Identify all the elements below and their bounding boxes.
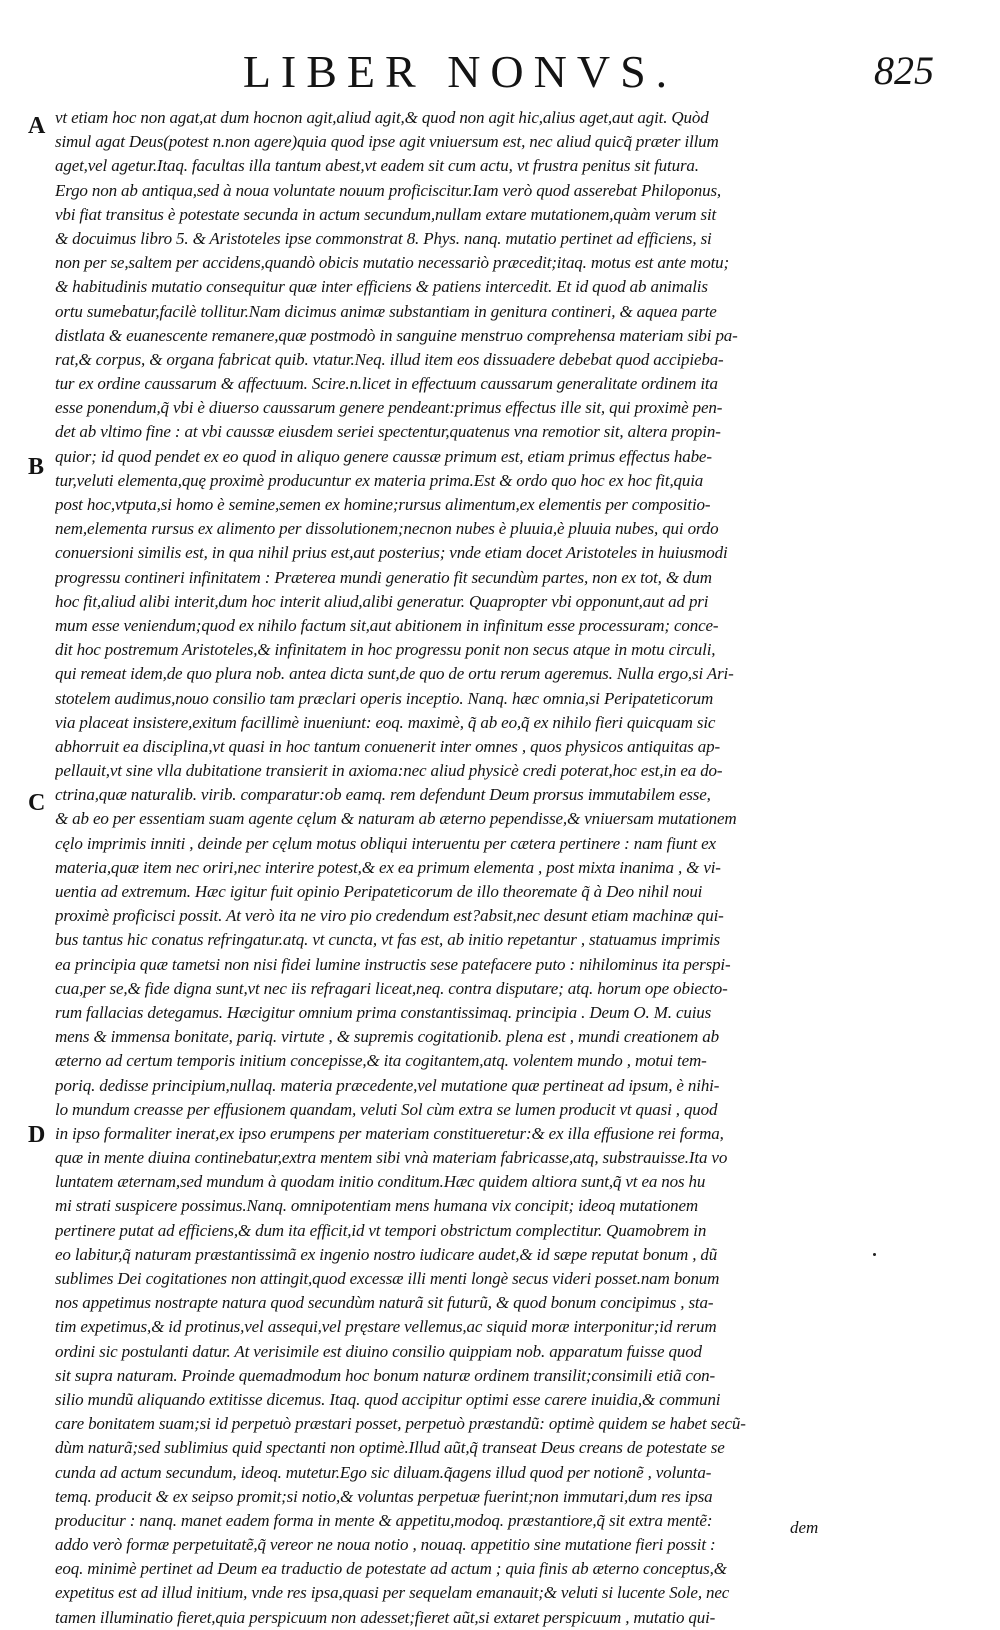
page-header	[0, 42, 1000, 102]
text-line: poriq. dedisse principium,nullaq. materia præcedente,vel mutatione quæ pertineat ad ipsum, è nihi-	[55, 1075, 720, 1095]
text-line: qui remeat idem,de quo plura nob. antea dicta sunt,de quo de ortu rerum ageremus. Nulla ergo,si Ari-	[55, 664, 734, 684]
text-line: simul agat Deus(potest n.non agere)quia quod ipse agit vniuersum est, nec aliud quicq̃ præter illum	[55, 132, 719, 152]
text-line: abhorruit ea disciplina,vt quasi in hoc tantum conuenerit inter omnes , quos physicos antiquitas ap-	[55, 736, 720, 756]
text-line: addo verò formæ perpetuitatẽ,q̃ vereor ne noua notio , nouaq. appetitio sine mutatione fieri possit :	[55, 1535, 716, 1555]
text-line: & habitudinis mutatio consequitur quæ inter efficiens & patiens intercedit. Et id quod ab animalis	[55, 277, 708, 297]
text-line: post hoc,vtputa,si homo è semine,semen ex homine;rursus alimentum,ex elementis per compositio-	[55, 495, 711, 514]
text-line: lo mundum creasse per effusionem quandam, veluti Sol cùm extra se lumen producit vt quasi , quod	[55, 1099, 718, 1119]
text-line: producitur : nanq. manet eadem forma in mente & appetitu,modoq. præstantiore,q̃ sit extra mentẽ:	[55, 1510, 713, 1530]
text-line: vbi fiat transitus è potestate secunda in actum secundum,nullam extare mutationem,quàm verum sit	[55, 204, 717, 224]
text-line: tim expetimus,& id protinus,vel assequi,vel pręstare vellemus,ac siquid moræ interponitur;id rerum	[55, 1317, 717, 1337]
margin-marker-d: D	[28, 1122, 46, 1148]
text-line: esse ponendum,q̃ vbi è diuerso caussarum genere pendeant:primus effectus ille sit, qui proximè pen-	[55, 398, 723, 418]
text-line: rum fallacias detegamus. Hæcigitur omnium prima constantissimaq. principia . Deum O. M. cuius	[55, 1002, 712, 1022]
text-line: ea principia quæ tametsi non nisi fidei lumine instructis sese patefacere puto : nihilominus ita perspi-	[55, 954, 731, 974]
text-line: cęlo imprimis inniti , deinde per cęlum motus obliqui interuentu per cætera pertinere : nam fiunt ex	[55, 833, 716, 853]
text-line: ortu sumebatur,facilè tollitur.Nam dicimus animæ substantiam in genitura contineri, & aquea parte	[55, 301, 717, 321]
text-line: eo labitur,q̃ naturam præstantissimã ex ingenio nostro iudicare audet,& id sæpe reputat bonum , dũ	[55, 1244, 718, 1264]
text-line: temq. producit & ex seipso promit;si notio,& voluntas perpetuæ fuerint;non immutari,dum res ipsa	[55, 1486, 713, 1506]
text-line: quæ in mente diuina continebatur,extra mentem sibi vnà materiam fabricasse,atq, substrauisse.Ita vo	[55, 1148, 728, 1168]
text-line: tamen illuminatio fieret,quia perspicuum non adesset;fieret aũt,si extaret perspicuum , mutatio qui-	[55, 1607, 716, 1627]
text-line: luntatem æternam,sed mundum à quodam initio conditum.Hæc quidem altiora sunt,q̃ vt ea nos hu	[55, 1172, 706, 1192]
margin-marker-a: A	[28, 113, 46, 139]
text-line: vt etiam hoc non agat,at dum hocnon agit,aliud agit,& quod non agit hic,alius aget,aut agit. Quòd	[55, 108, 709, 127]
text-line: progressu contineri infinitatem : Præterea mundi generatio fit secundùm partes, non ex tot, & dum	[55, 567, 712, 587]
text-line: Ergo non ab antiqua,sed à noua voluntate nouum proficiscitur.Iam verò quod asserebat Philoponus,	[55, 180, 722, 200]
text-line: uentia ad extremum. Hæc igitur fuit opinio Peripateticorum de illo theoremate q̃ à Deo nihil noui	[55, 882, 703, 901]
text-line: pertinere putat ad efficiens,& dum ita efficit,id vt tempori obstrictum complectitur. Quamobrem in	[55, 1220, 707, 1240]
text-line: pellauit,vt sine vlla dubitatione transierit in axioma:nec aliud physicè credi poterat,hoc est,in ea do-	[55, 761, 723, 781]
text-line: æterno ad certum temporis initium concepisse,& ita cogitantem,atq. volentem mundo , motui tem-	[55, 1051, 707, 1071]
text-line: ordini sic postulanti datur. At verisimile est diuino consilio quippiam nob. apparatum fuisse quod	[55, 1341, 702, 1361]
text-line: quior; id quod pendet ex eo quod in aliquo genere caussæ primum est, etiam primus effectus habe-	[55, 446, 712, 466]
text-line: eoq. minimè pertinet ad Deum ea traductio de potestate ad actum ; quia finis ab æterno conceptus,&	[55, 1559, 727, 1579]
text-line: mi strati suspicere possimus.Nanq. omnipotentiam mens humana vix concipit; ideoq mutationem	[55, 1196, 698, 1216]
text-line: nem,elementa rursus ex alimento per dissolutionem;necnon nubes è pluuia,è pluuia nubes, qui ordo	[55, 519, 719, 539]
text-line: mum esse veniendum;quod ex nihilo factum sit,aut abitionem in infinitum esse processuram; conce-	[55, 615, 719, 635]
page-number: 825	[874, 48, 934, 93]
text-line: dùm naturã;sed sublimius quid spectanti non optimè.Illud aũt,q̃ transeat Deus creans de potestate se	[55, 1438, 725, 1458]
text-line: cunda ad actum secundum, ideoq. mutetur.Ego sic diluam.q̃agens illud quod per notionẽ , volunta-	[55, 1462, 712, 1482]
text-line: sit supra naturam. Proinde quemadmodum hoc bonum naturæ ordinem transilit;consimili etiã con-	[55, 1365, 716, 1385]
text-line: tur ex ordine caussarum & affectuum. Scire.n.licet in effectuum caussarum generalitate ordinem ita	[55, 374, 718, 394]
text-line: distlata & euanescente remanere,quæ postmodò in sanguine menstruo comprehensa materiam sibi pa-	[55, 325, 738, 345]
text-line: conuersioni similis est, in qua nihil prius est,aut posterius; vnde etiam docet Aristoteles in huiusmodi	[55, 543, 728, 563]
text-line: rat,& corpus, & organa fabricat quib. vtatur.Neq. illud item eos dissuadere debebat quod accipieba-	[55, 349, 724, 369]
text-line: det ab vltimo fine : at vbi caussæ eiusdem seriei spectentur,quatenus vna remotior sit, altera propin-	[55, 422, 721, 442]
text-line: tur,veluti elementa,quę proximè producuntur ex materia prima.Est & ordo quo hoc ex hoc fit,quia	[55, 470, 704, 490]
text-line: nos appetimus nostrapte natura quod secundùm naturã sit futurũ, & quod bonum concipimus , sta-	[55, 1293, 714, 1313]
text-line: & ab eo per essentiam suam agente cęlum & naturam ab æterno pependisse,& vniuersam mutationem	[55, 809, 737, 829]
running-title: LIBER NONVS.	[242, 46, 678, 97]
text-line: mens & immensa bonitate, pariq. virtute , & supremis cogitationib. plena est , mundi creationem ab	[55, 1027, 719, 1047]
text-line: aget,vel agetur.Itaq. facultas illa tantum abest,vt eadem sit cum actu, vt frustra penitus sit futura.	[55, 156, 699, 176]
text-line: cua,per se,& fide digna sunt,vt nec iis refragari liceat,neq. contra disputare; atq. horum ope obiecto-	[55, 978, 728, 998]
text-line: stotelem audimus,nouo consilio tam præclari operis inceptio. Nanq. hæc omnia,si Peripateticorum	[55, 688, 714, 708]
body-text	[55, 106, 865, 1630]
text-line: & docuimus libro 5. & Aristoteles ipse commonstrat 8. Phys. nanq. mutatio pertinet ad efficiens, si	[55, 228, 712, 248]
text-line: non per se,saltem per accidens,quandò obicis mutatio necessariò præcedit;itaq. motus est ante motu;	[55, 253, 730, 273]
ink-speck	[873, 1253, 876, 1256]
text-line: bus tantus hic conatus refringatur.atq. vt cuncta, vt fas est, ab initio repetantur , statuamus imprimis	[55, 930, 721, 950]
margin-marker-b: B	[28, 454, 45, 480]
text-line: hoc fit,aliud alibi interit,dum hoc interit aliud,alibi generatur. Quapropter vbi opponunt,aut ad pri	[55, 591, 709, 611]
text-line: in ipso formaliter inerat,ex ipso erumpens per materiam constitueretur:& ex illa effusione rei forma,	[55, 1123, 724, 1143]
catchword: dem	[790, 1518, 819, 1537]
text-line: ctrina,quæ naturalib. virib. comparatur:ob eamq. rem defendunt Deum prorsus immutabilem esse,	[55, 785, 711, 805]
text-line: expetitus est ad illud initium, vnde res ipsa,quasi per sequelam emanauit;& veluti si lucente Sole, nec	[55, 1583, 730, 1603]
text-line: proximè proficisci possit. At verò ita ne viro pio credendum est?absit,nec desunt etiam machinæ qui-	[55, 906, 724, 926]
text-line: silio mundũ aliquando extitisse dicemus. Itaq. quod accipitur optimi esse carere inuidia,& communi	[55, 1389, 721, 1409]
text-line: care bonitatem suam;si id perpetuò præstari posset, perpetuò præstandũ: optimè quidem se habet secũ-	[55, 1414, 746, 1434]
margin-marker-c: C	[28, 790, 46, 816]
text-line: dit hoc postremum Aristoteles,& infinitatem in hoc progressu ponit non secus atque in motu circuli,	[55, 640, 716, 660]
text-line: sublimes Dei cogitationes non attingit,quod excessæ illi menti longè secus videri posset.nam bonum	[55, 1269, 720, 1288]
text-line: materia,quæ item nec oriri,nec interire potest,& ex ea primum elementa , post mixta inanima , & vi-	[55, 857, 721, 877]
text-line: via placeat insistere,exitum facillimè inueniunt: eoq. maximè, q̃ ab eo,q̃ ex nihilo fieri quicquam sic	[55, 712, 716, 732]
